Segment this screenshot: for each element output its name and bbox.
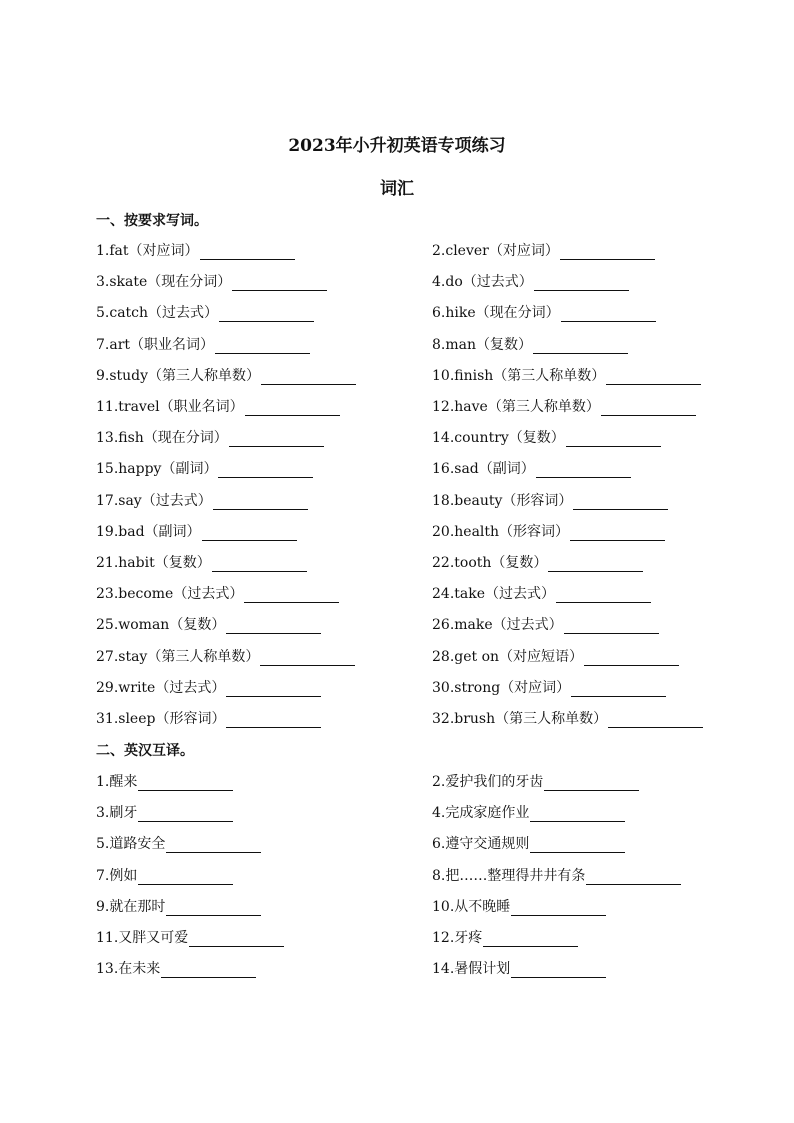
exercise-item: [432, 646, 679, 666]
exercise-item: [432, 334, 628, 354]
exercise-item: [96, 614, 321, 634]
exercise-item: [432, 677, 666, 697]
exercise-row: [0, 302, 794, 324]
exercise-item: [96, 458, 313, 478]
exercise-prompt: 11.travel（职业名词）: [96, 399, 244, 415]
answer-blank[interactable]: [260, 650, 355, 666]
exercise-item: [432, 521, 665, 541]
exercise-prompt: 1.fat（对应词）: [96, 243, 199, 259]
exercise-item: [96, 865, 233, 885]
answer-blank[interactable]: [573, 494, 668, 510]
answer-blank[interactable]: [511, 962, 606, 978]
exercise-item: [432, 490, 668, 510]
exercise-item: [96, 896, 261, 916]
exercise-prompt: 2.爱护我们的牙齿: [432, 774, 544, 790]
exercise-item: [96, 927, 284, 947]
answer-blank[interactable]: [245, 400, 340, 416]
answer-blank[interactable]: [200, 244, 295, 260]
exercise-row: [0, 802, 794, 824]
exercise-prompt: 25.woman（复数）: [96, 617, 226, 634]
answer-blank[interactable]: [533, 338, 628, 354]
exercise-prompt: 18.beauty（形容词）: [432, 492, 573, 509]
answer-blank[interactable]: [571, 681, 666, 697]
answer-blank[interactable]: [202, 525, 297, 541]
answer-blank[interactable]: [601, 400, 696, 416]
section-heading-word-forms: 一、按要求写词。: [96, 213, 208, 229]
exercise-prompt: 1.醒来: [96, 774, 138, 790]
exercise-item: [96, 646, 355, 666]
exercise-prompt: 3.skate（现在分词）: [96, 274, 232, 291]
exercise-item: [96, 490, 308, 510]
answer-blank[interactable]: [226, 681, 321, 697]
exercise-prompt: 32.brush（第三人称单数）: [432, 711, 608, 727]
answer-blank[interactable]: [570, 525, 665, 541]
exercise-item: [432, 583, 651, 603]
exercise-row: [0, 614, 794, 636]
exercise-prompt: 14.暑假计划: [432, 961, 511, 978]
exercise-item: [432, 865, 681, 885]
exercise-item: [432, 396, 696, 416]
exercise-item: [432, 833, 625, 853]
exercise-prompt: 26.make（过去式）: [432, 617, 563, 634]
answer-blank[interactable]: [138, 806, 233, 822]
answer-blank[interactable]: [544, 775, 639, 791]
answer-blank[interactable]: [566, 431, 661, 447]
answer-blank[interactable]: [212, 556, 307, 572]
exercise-prompt: 10.从不晚睡: [432, 898, 511, 915]
exercise-row: [0, 334, 794, 356]
exercise-row: [0, 552, 794, 574]
exercise-item: [96, 396, 340, 416]
answer-blank[interactable]: [608, 712, 703, 728]
exercise-row: [0, 677, 794, 699]
exercise-row: [0, 646, 794, 668]
answer-blank[interactable]: [213, 494, 308, 510]
exercise-prompt: 7.例如: [96, 867, 138, 884]
answer-blank[interactable]: [218, 462, 313, 478]
exercise-prompt: 2.clever（对应词）: [432, 243, 559, 259]
answer-blank[interactable]: [215, 338, 310, 354]
exercise-item: [96, 583, 339, 603]
answer-blank[interactable]: [561, 306, 656, 322]
exercise-row: [0, 396, 794, 418]
answer-blank[interactable]: [189, 931, 284, 947]
exercise-prompt: 23.become（过去式）: [96, 586, 244, 603]
answer-blank[interactable]: [261, 369, 356, 385]
exercise-prompt: 27.stay（第三人称单数）: [96, 648, 260, 665]
exercise-item: [96, 552, 307, 572]
exercise-item: [96, 240, 295, 260]
answer-blank[interactable]: [530, 806, 625, 822]
exercise-prompt: 16.sad（副词）: [432, 461, 535, 478]
exercise-item: [96, 334, 310, 354]
answer-blank[interactable]: [166, 837, 261, 853]
exercise-item: [432, 302, 656, 322]
exercise-item: [432, 927, 578, 947]
answer-blank[interactable]: [536, 462, 631, 478]
exercise-row: [0, 521, 794, 543]
exercise-prompt: 19.bad（副词）: [96, 523, 201, 540]
exercise-item: [96, 958, 256, 978]
exercise-row: [0, 833, 794, 855]
exercise-item: [432, 458, 631, 478]
answer-blank[interactable]: [560, 244, 655, 260]
exercise-prompt: 20.health（形容词）: [432, 523, 570, 540]
exercise-prompt: 5.catch（过去式）: [96, 305, 219, 322]
answer-blank[interactable]: [244, 587, 339, 603]
exercise-prompt: 31.sleep（形容词）: [96, 711, 226, 727]
exercise-prompt: 9.就在那时: [96, 898, 166, 915]
answer-blank[interactable]: [161, 962, 256, 978]
exercise-prompt: 5.道路安全: [96, 836, 166, 853]
exercise-prompt: 3.刷牙: [96, 805, 138, 822]
exercise-item: [96, 427, 324, 447]
exercise-prompt: 10.finish（第三人称单数）: [432, 367, 606, 384]
exercise-item: [432, 771, 639, 791]
exercise-row: [0, 458, 794, 480]
exercise-row: [0, 896, 794, 918]
exercise-prompt: 8.man（复数）: [432, 336, 532, 353]
exercise-item: [96, 677, 321, 697]
exercise-item: [96, 302, 314, 322]
exercise-prompt: 8.把……整理得井井有条: [432, 867, 586, 884]
exercise-row: [0, 708, 794, 730]
answer-blank[interactable]: [138, 869, 233, 885]
answer-blank[interactable]: [548, 556, 643, 572]
exercise-item: [432, 365, 701, 385]
page-subtitle: 词汇: [380, 179, 414, 199]
exercise-row: [0, 865, 794, 887]
exercise-prompt: 7.art（职业名词）: [96, 336, 215, 353]
exercise-prompt: 17.say（过去式）: [96, 492, 212, 509]
exercise-item: [96, 521, 297, 541]
exercise-prompt: 29.write（过去式）: [96, 679, 226, 696]
exercise-prompt: 13.在未来: [96, 961, 161, 978]
section-heading-translation: 二、英汉互译。: [96, 743, 194, 759]
exercise-item: [432, 427, 661, 447]
exercise-item: [96, 708, 321, 728]
answer-blank[interactable]: [530, 837, 625, 853]
exercise-prompt: 4.do（过去式）: [432, 274, 533, 291]
exercise-item: [432, 896, 606, 916]
exercise-item: [432, 240, 655, 260]
answer-blank[interactable]: [534, 275, 629, 291]
answer-blank[interactable]: [483, 931, 578, 947]
exercise-prompt: 13.fish（现在分词）: [96, 430, 228, 447]
exercise-row: [0, 427, 794, 449]
exercise-item: [432, 958, 606, 978]
exercise-prompt: 9.study（第三人称单数）: [96, 367, 261, 384]
exercise-row: [0, 927, 794, 949]
exercise-row: [0, 583, 794, 605]
answer-blank[interactable]: [229, 431, 324, 447]
exercise-row: [0, 771, 794, 793]
exercise-item: [96, 833, 261, 853]
exercise-prompt: 4.完成家庭作业: [432, 805, 530, 822]
exercise-row: [0, 490, 794, 512]
answer-blank[interactable]: [226, 618, 321, 634]
exercise-item: [432, 802, 625, 822]
exercise-item: [96, 802, 233, 822]
exercise-item: [432, 708, 703, 728]
answer-blank[interactable]: [556, 587, 651, 603]
page-title: 2023年小升初英语专项练习: [288, 136, 506, 156]
exercise-prompt: 24.take（过去式）: [432, 586, 556, 603]
exercise-prompt: 12.have（第三人称单数）: [432, 399, 600, 415]
exercise-item: [432, 271, 629, 291]
exercise-row: [0, 240, 794, 262]
exercise-prompt: 11.又胖又可爱: [96, 930, 189, 946]
exercise-item: [96, 771, 233, 791]
answer-blank[interactable]: [232, 275, 327, 291]
answer-blank[interactable]: [219, 306, 314, 322]
exercise-item: [96, 271, 327, 291]
answer-blank[interactable]: [584, 650, 679, 666]
exercise-prompt: 21.habit（复数）: [96, 555, 211, 571]
exercise-row: [0, 365, 794, 387]
answer-blank[interactable]: [606, 369, 701, 385]
exercise-item: [96, 365, 356, 385]
exercise-prompt: 12.牙疼: [432, 930, 483, 946]
exercise-prompt: 15.happy（副词）: [96, 461, 218, 478]
exercise-item: [432, 552, 643, 572]
exercise-prompt: 14.country（复数）: [432, 430, 565, 447]
answer-blank[interactable]: [138, 775, 233, 791]
exercise-item: [432, 614, 659, 634]
answer-blank[interactable]: [166, 900, 261, 916]
exercise-prompt: 6.hike（现在分词）: [432, 305, 560, 322]
answer-blank[interactable]: [226, 712, 321, 728]
exercise-prompt: 30.strong（对应词）: [432, 679, 571, 696]
answer-blank[interactable]: [564, 618, 659, 634]
exercise-row: [0, 271, 794, 293]
exercise-prompt: 28.get on（对应短语）: [432, 648, 584, 665]
answer-blank[interactable]: [511, 900, 606, 916]
exercise-prompt: 22.tooth（复数）: [432, 555, 548, 571]
exercise-row: [0, 958, 794, 980]
exercise-prompt: 6.遵守交通规则: [432, 836, 530, 853]
answer-blank[interactable]: [586, 869, 681, 885]
